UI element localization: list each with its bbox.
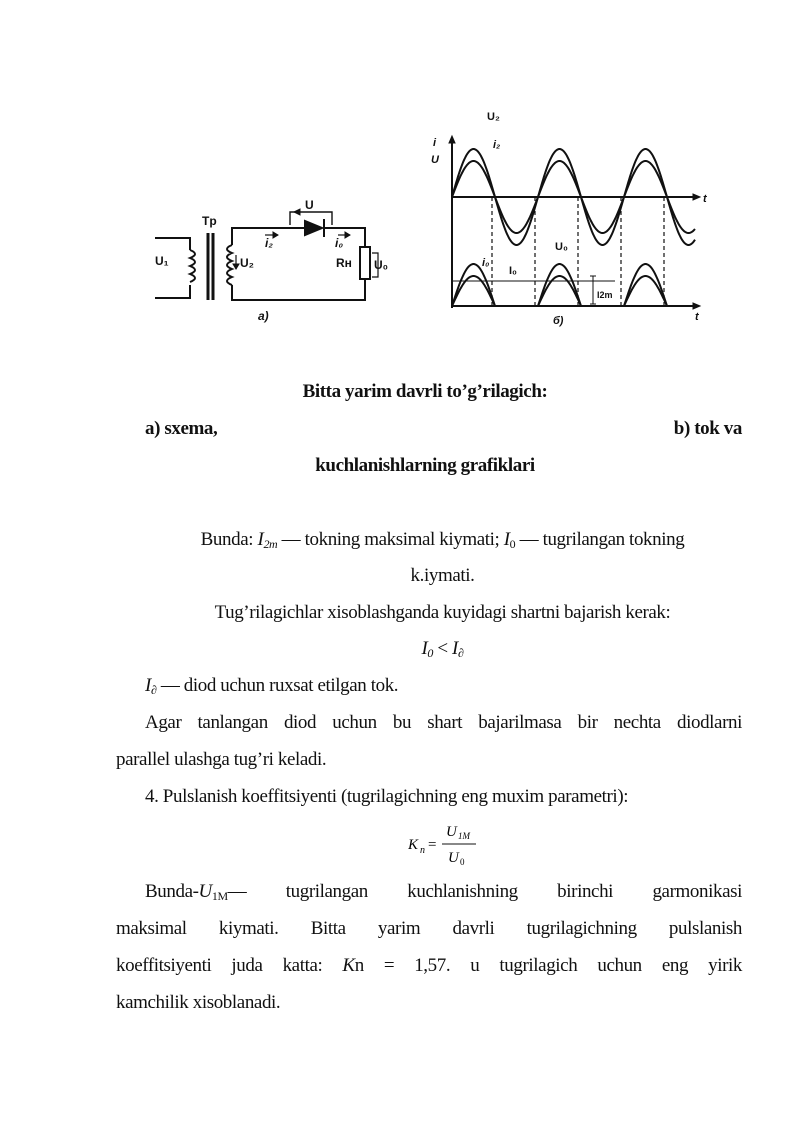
- label-u0: U₀: [374, 258, 389, 272]
- para-bunda: Bunda: $I_{2m}$ — tokning maksimal kiymati; $I_0$ — tugrilangan tokning: [200, 529, 685, 551]
- para-bunda-line2: k.iymati.: [410, 565, 475, 586]
- label-u1: U₁: [155, 254, 169, 268]
- formula-eq: =: [428, 837, 437, 853]
- para-condition-intro: Tug’rilagichlar xisoblashganda kuyidagi shartni bajarish kerak:: [214, 602, 671, 623]
- label-i0: i₀: [335, 236, 344, 250]
- formula-num: U: [446, 824, 457, 840]
- para-final-line4: kamchilik xisoblanadi.: [116, 992, 281, 1013]
- label-t-bottom: t: [695, 311, 699, 323]
- condition-formula: $I_0 < I_\partial$: [421, 638, 464, 660]
- para-id-definition: $I_\partial$ — diod uchun ruxsat etilgan tok.: [145, 675, 399, 697]
- formula-lhs-sub: n: [420, 845, 425, 856]
- pulsation-formula: [408, 818, 498, 868]
- formula-den-sub: 0: [460, 857, 465, 867]
- label-u: U: [305, 198, 314, 212]
- figure-caption-line3: kuchlanishlarning grafiklari: [315, 455, 535, 476]
- label-i0-graph: i₀: [482, 257, 490, 269]
- label-i2-graph: i₂: [493, 139, 501, 151]
- label-u2-graph: U₂: [487, 111, 500, 123]
- para-final-line1: Bunda-$U_{1M}—$ tugrilangan kuchlanishning birinchi garmonikasi: [145, 881, 742, 903]
- label-u-axis: U: [431, 154, 439, 166]
- label-u2: U₂: [240, 256, 254, 270]
- waveform-graphs: [425, 108, 715, 333]
- circuit-schematic: [150, 195, 400, 330]
- label-I2m: I2m: [597, 290, 613, 300]
- caption-b: б): [553, 315, 564, 327]
- label-rn: Rн: [336, 256, 352, 270]
- para-parallel-line1: Agar tanlangan diod uchun bu shart bajarilmasa bir nechta diodlarni: [145, 712, 742, 733]
- para-pulsation: 4. Pulslanish koeffitsiyenti (tugrilagichning eng muxim parametri):: [145, 786, 629, 807]
- label-i2: i₂: [265, 236, 273, 250]
- label-u0-graph: U₀: [555, 241, 568, 253]
- figure-caption-part-a: a) sxema,: [145, 418, 218, 439]
- figure-caption-part-b: b) tok va: [673, 418, 742, 439]
- para-parallel-line2: parallel ulashga tug’ri keladi.: [116, 749, 327, 770]
- para-final-line3: koeffitsiyenti juda katta: Kn = 1,57. u tugrilagich uchun eng yirik: [116, 955, 742, 976]
- figure-caption-line1: Bitta yarim davrli to’g’rilagich:: [302, 381, 548, 402]
- formula-num-sub: 1M: [458, 831, 470, 841]
- label-i-axis: i: [433, 137, 437, 149]
- label-I0: I₀: [509, 265, 518, 277]
- formula-lhs: K: [408, 837, 419, 853]
- label-transformer: Tp: [202, 214, 217, 228]
- para-final-line2: maksimal kiymati. Bitta yarim davrli tugrilagichning pulslanish: [116, 918, 742, 939]
- caption-a: a): [258, 309, 269, 323]
- formula-den: U: [448, 850, 459, 866]
- label-t-top: t: [703, 193, 707, 205]
